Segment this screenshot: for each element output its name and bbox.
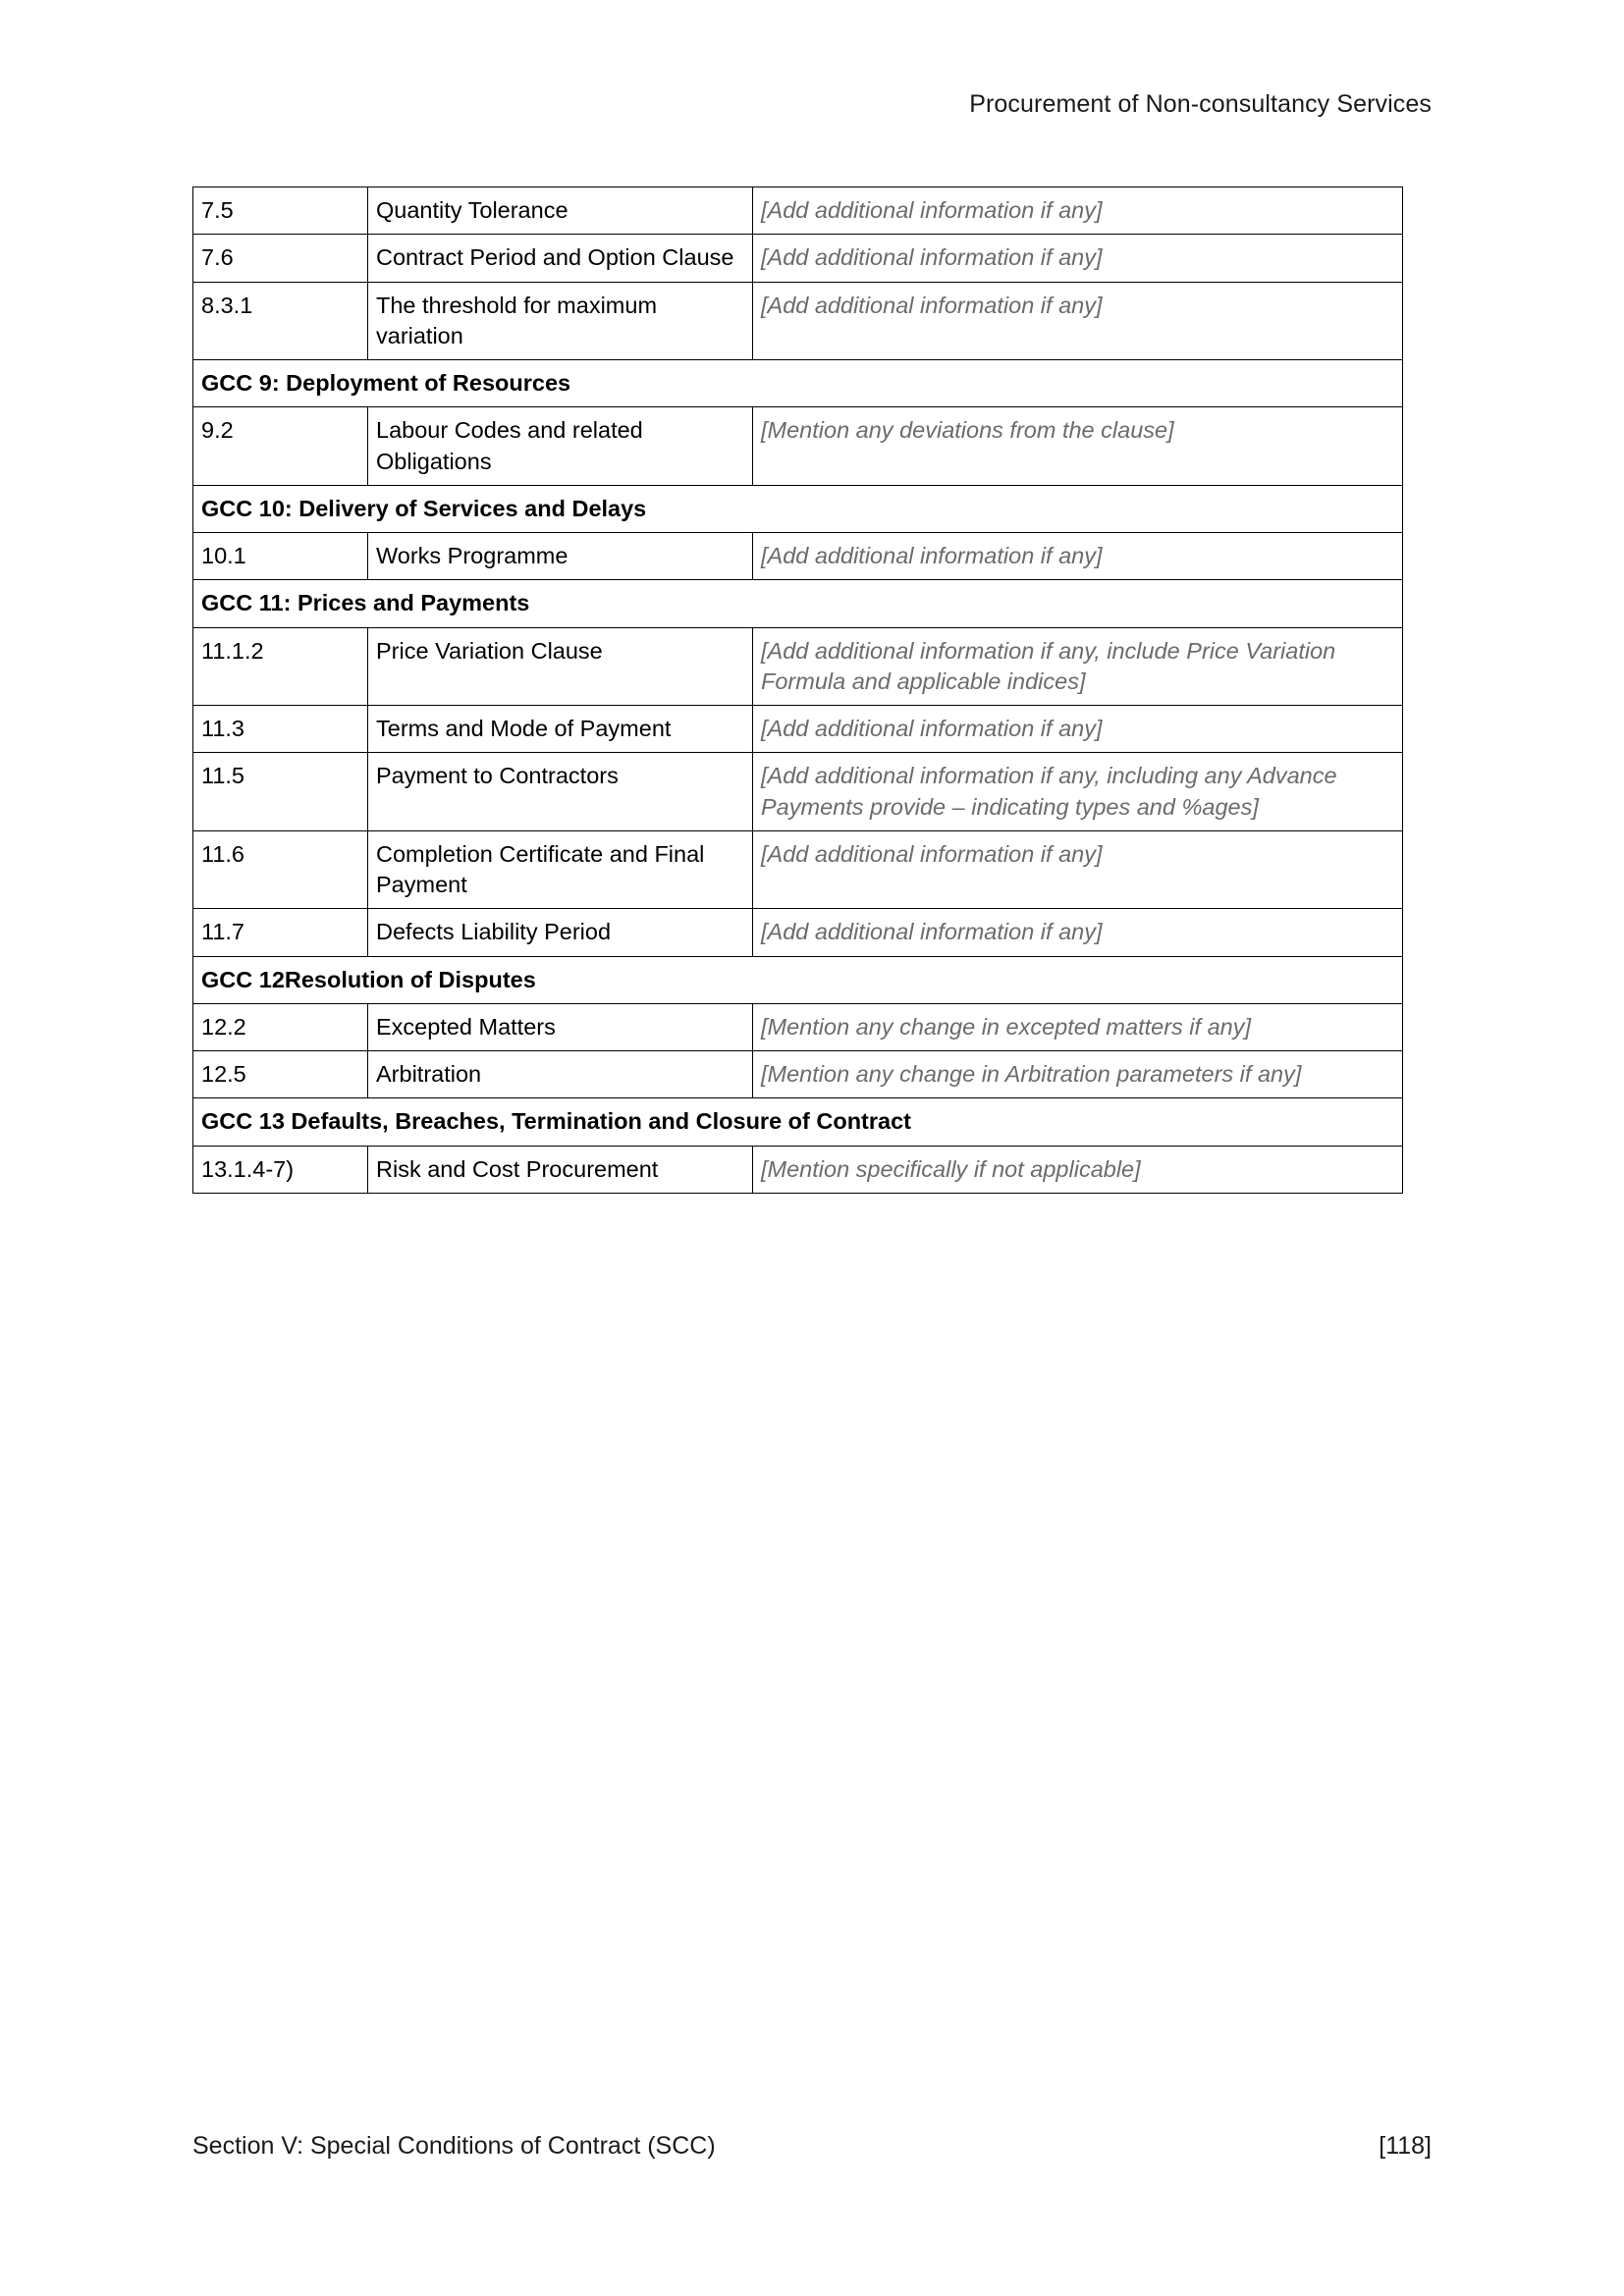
clause-note: [Add additional information if any, include Price Variation Formula and applicable indices] — [753, 627, 1403, 706]
clause-number: 11.7 — [193, 909, 368, 956]
section-heading: GCC 12Resolution of Disputes — [193, 956, 1403, 1003]
clause-number: 7.6 — [193, 235, 368, 282]
clause-title: Quantity Tolerance — [368, 187, 753, 235]
section-heading: GCC 9: Deployment of Resources — [193, 360, 1403, 407]
table-row — [193, 830, 1403, 909]
clause-number: 7.5 — [193, 187, 368, 235]
table-row — [193, 1003, 1403, 1050]
clause-title: Terms and Mode of Payment — [368, 706, 753, 753]
table-row — [193, 235, 1403, 282]
table-row — [193, 407, 1403, 486]
clause-note: [Add additional information if any, including any Advance Payments provide – indicating types and %ages] — [753, 753, 1403, 831]
section-heading: GCC 10: Delivery of Services and Delays — [193, 485, 1403, 532]
clause-title: Risk and Cost Procurement — [368, 1146, 753, 1193]
table-row — [193, 706, 1403, 753]
clause-note: [Add additional information if any] — [753, 187, 1403, 235]
table-row — [193, 909, 1403, 956]
clause-note: [Add additional information if any] — [753, 909, 1403, 956]
scc-table-body — [193, 187, 1403, 1194]
table-row — [193, 1146, 1403, 1193]
clause-title: The threshold for maximum variation — [368, 282, 753, 360]
clause-note: [Mention any change in excepted matters if any] — [753, 1003, 1403, 1050]
clause-number: 8.3.1 — [193, 282, 368, 360]
footer-page-number: [118] — [1379, 2132, 1432, 2160]
clause-note: [Mention any deviations from the clause] — [753, 407, 1403, 486]
clause-number: 11.5 — [193, 753, 368, 831]
clause-number: 9.2 — [193, 407, 368, 486]
clause-number: 11.6 — [193, 830, 368, 909]
table-row — [193, 282, 1403, 360]
clause-title: Completion Certificate and Final Payment — [368, 830, 753, 909]
clause-number: 13.1.4-7) — [193, 1146, 368, 1193]
clause-title: Arbitration — [368, 1051, 753, 1098]
section-heading: GCC 11: Prices and Payments — [193, 580, 1403, 627]
clause-note: [Add additional information if any] — [753, 235, 1403, 282]
section-heading: GCC 13 Defaults, Breaches, Termination and Closure of Contract — [193, 1098, 1403, 1146]
clause-number: 11.3 — [193, 706, 368, 753]
clause-note: [Add additional information if any] — [753, 282, 1403, 360]
footer-section-label: Section V: Special Conditions of Contract (SCC) — [192, 2132, 716, 2160]
clause-number: 12.5 — [193, 1051, 368, 1098]
clause-title: Excepted Matters — [368, 1003, 753, 1050]
table-row — [193, 187, 1403, 235]
table-section-row — [193, 956, 1403, 1003]
clause-note: [Mention specifically if not applicable] — [753, 1146, 1403, 1193]
clause-title: Works Programme — [368, 533, 753, 580]
table-row — [193, 1051, 1403, 1098]
clause-note: [Add additional information if any] — [753, 533, 1403, 580]
scc-table-container — [192, 187, 1402, 1194]
table-row — [193, 533, 1403, 580]
table-section-row — [193, 580, 1403, 627]
table-section-row — [193, 485, 1403, 532]
table-row — [193, 753, 1403, 831]
scc-table — [192, 187, 1403, 1194]
clause-number: 10.1 — [193, 533, 368, 580]
page-header: Procurement of Non-consultancy Services — [969, 90, 1432, 118]
clause-note: [Mention any change in Arbitration parameters if any] — [753, 1051, 1403, 1098]
clause-title: Price Variation Clause — [368, 627, 753, 706]
clause-note: [Add additional information if any] — [753, 706, 1403, 753]
table-section-row — [193, 1098, 1403, 1146]
clause-title: Labour Codes and related Obligations — [368, 407, 753, 486]
table-section-row — [193, 360, 1403, 407]
clause-title: Payment to Contractors — [368, 753, 753, 831]
table-row — [193, 627, 1403, 706]
clause-note: [Add additional information if any] — [753, 830, 1403, 909]
clause-number: 12.2 — [193, 1003, 368, 1050]
clause-title: Defects Liability Period — [368, 909, 753, 956]
clause-number: 11.1.2 — [193, 627, 368, 706]
clause-title: Contract Period and Option Clause — [368, 235, 753, 282]
